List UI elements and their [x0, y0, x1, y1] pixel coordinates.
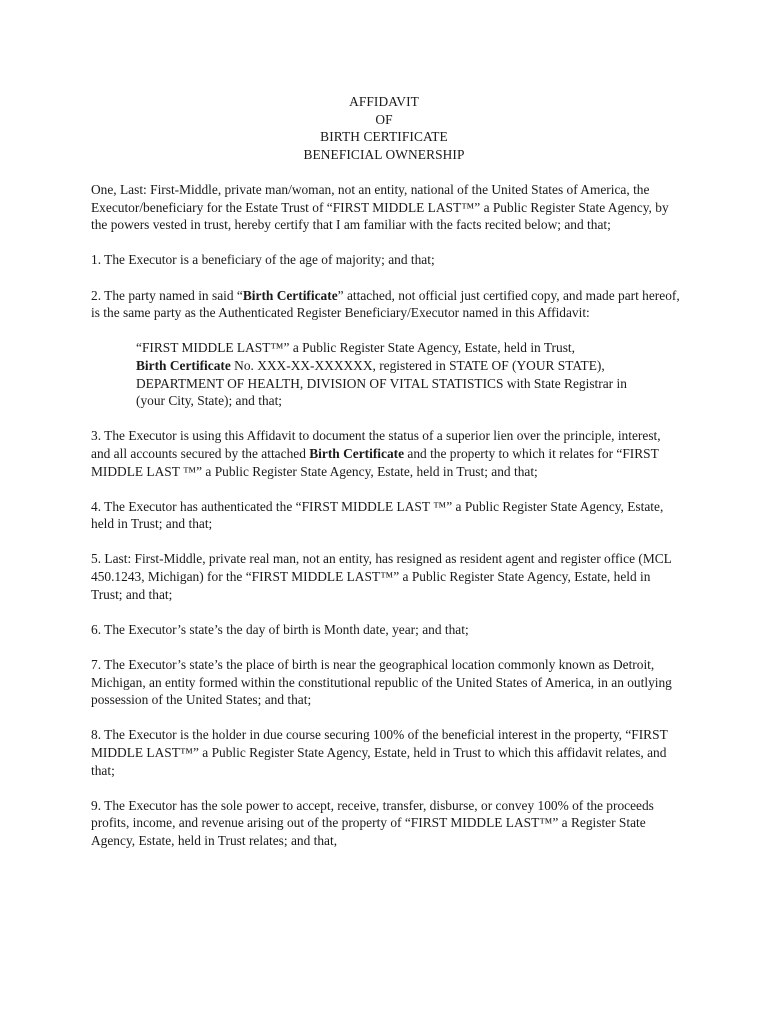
clause-2-text-b: ” attached, not official just certified copy, and made part hereof, is the same party as the Authenticated Register Beneficiary/Executor named in this Affidavit: — [91, 287, 680, 321]
clause-6 — [91, 621, 681, 639]
clause-2-bold-term: Birth Certificate — [242, 287, 338, 303]
clause-2-quote-text-a: “FIRST MIDDLE LAST™” a Public Register State Agency, Estate, held in Trust, — [136, 340, 575, 356]
clause-9 — [91, 797, 681, 850]
clause-2 — [91, 287, 681, 322]
clause-3-text-a: 3. The Executor is using this Affidavit to document the status of a superior lien over the principle, interest, and all accounts secured by the attached — [91, 428, 661, 461]
intro-text: One, Last: First-Middle, private man/woman, not an entity, national of the United States of America, the Executor/beneficiary for the Estate Trust of “FIRST MIDDLE LAST™” a Public Register State Agency, by the powers vested in trust, hereby certify that I am familiar with the facts recited below; and that; — [91, 182, 669, 233]
clause-3-bold-term: Birth Certificate — [309, 445, 405, 461]
document-title — [0, 93, 768, 163]
clause-2-text-a: 2. The party named in said “ — [91, 287, 243, 303]
clause-3-text-b: and the property to which it relates for “FIRST MIDDLE LAST ™” a Public Register State Agency, Estate, held in Trust; and that; — [91, 445, 659, 479]
clause-4-text: 4. The Executor has authenticated the “FIRST MIDDLE LAST ™” a Public Register State Agency, Estate, held in Trust; and that; — [91, 498, 664, 532]
title-line-birth-certificate: BIRTH CERTIFICATE — [320, 129, 448, 145]
clause-9-text: 9. The Executor has the sole power to accept, receive, transfer, disburse, or convey 100% of the proceeds profits, income, and revenue arising out of the property of “FIRST MIDDLE LAST™” a Register State Agency, Estate, held in Trust relates; and that, — [91, 797, 654, 848]
title-line-beneficial-ownership: BENEFICIAL OWNERSHIP — [303, 146, 465, 162]
clause-2-quote-bold-term: Birth Certificate — [136, 357, 231, 373]
clause-3 — [91, 427, 681, 480]
title-line-affidavit: AFFIDAVIT — [349, 94, 419, 109]
clause-1 — [91, 251, 681, 269]
clause-5-text: 5. Last: First-Middle, private real man, not an entity, has resigned as resident agent and register office (MCL 450.1243, Michigan) for the “FIRST MIDDLE LAST™” a Public Register State Agency, Estate, held in Trust; and that; — [91, 551, 672, 602]
clause-1-text: 1. The Executor is a beneficiary of the age of majority; and that; — [91, 252, 435, 268]
clause-7-text: 7. The Executor’s state’s the place of birth is near the geographical location commonly known as Detroit, Michigan, an entity formed within the constitutional republic of the United States of America, in an outlying possession of the United States; and that; — [91, 657, 672, 708]
clause-7 — [91, 656, 681, 709]
clause-6-text: 6. The Executor’s state’s the day of birth is Month date, year; and that; — [91, 621, 469, 637]
clause-2-quote — [136, 339, 656, 409]
clause-8-text: 8. The Executor is the holder in due course securing 100% of the beneficial interest in the property, “FIRST MIDDLE LAST™” a Public Register State Agency, Estate, held in Trust to which this affidavit relates, and that; — [91, 727, 668, 778]
intro-paragraph — [91, 181, 681, 234]
clause-4 — [91, 498, 681, 533]
document-body — [91, 181, 681, 867]
clause-2-quote-text-b: No. XXX-XX-XXXXXX, registered in STATE OF (YOUR STATE), DEPARTMENT OF HEALTH, DIVISION OF VITAL STATISTICS with State Registrar in (your City, State); and that; — [136, 357, 627, 409]
clause-8 — [91, 726, 681, 779]
title-line-of: OF — [375, 111, 393, 127]
clause-5 — [91, 550, 681, 603]
